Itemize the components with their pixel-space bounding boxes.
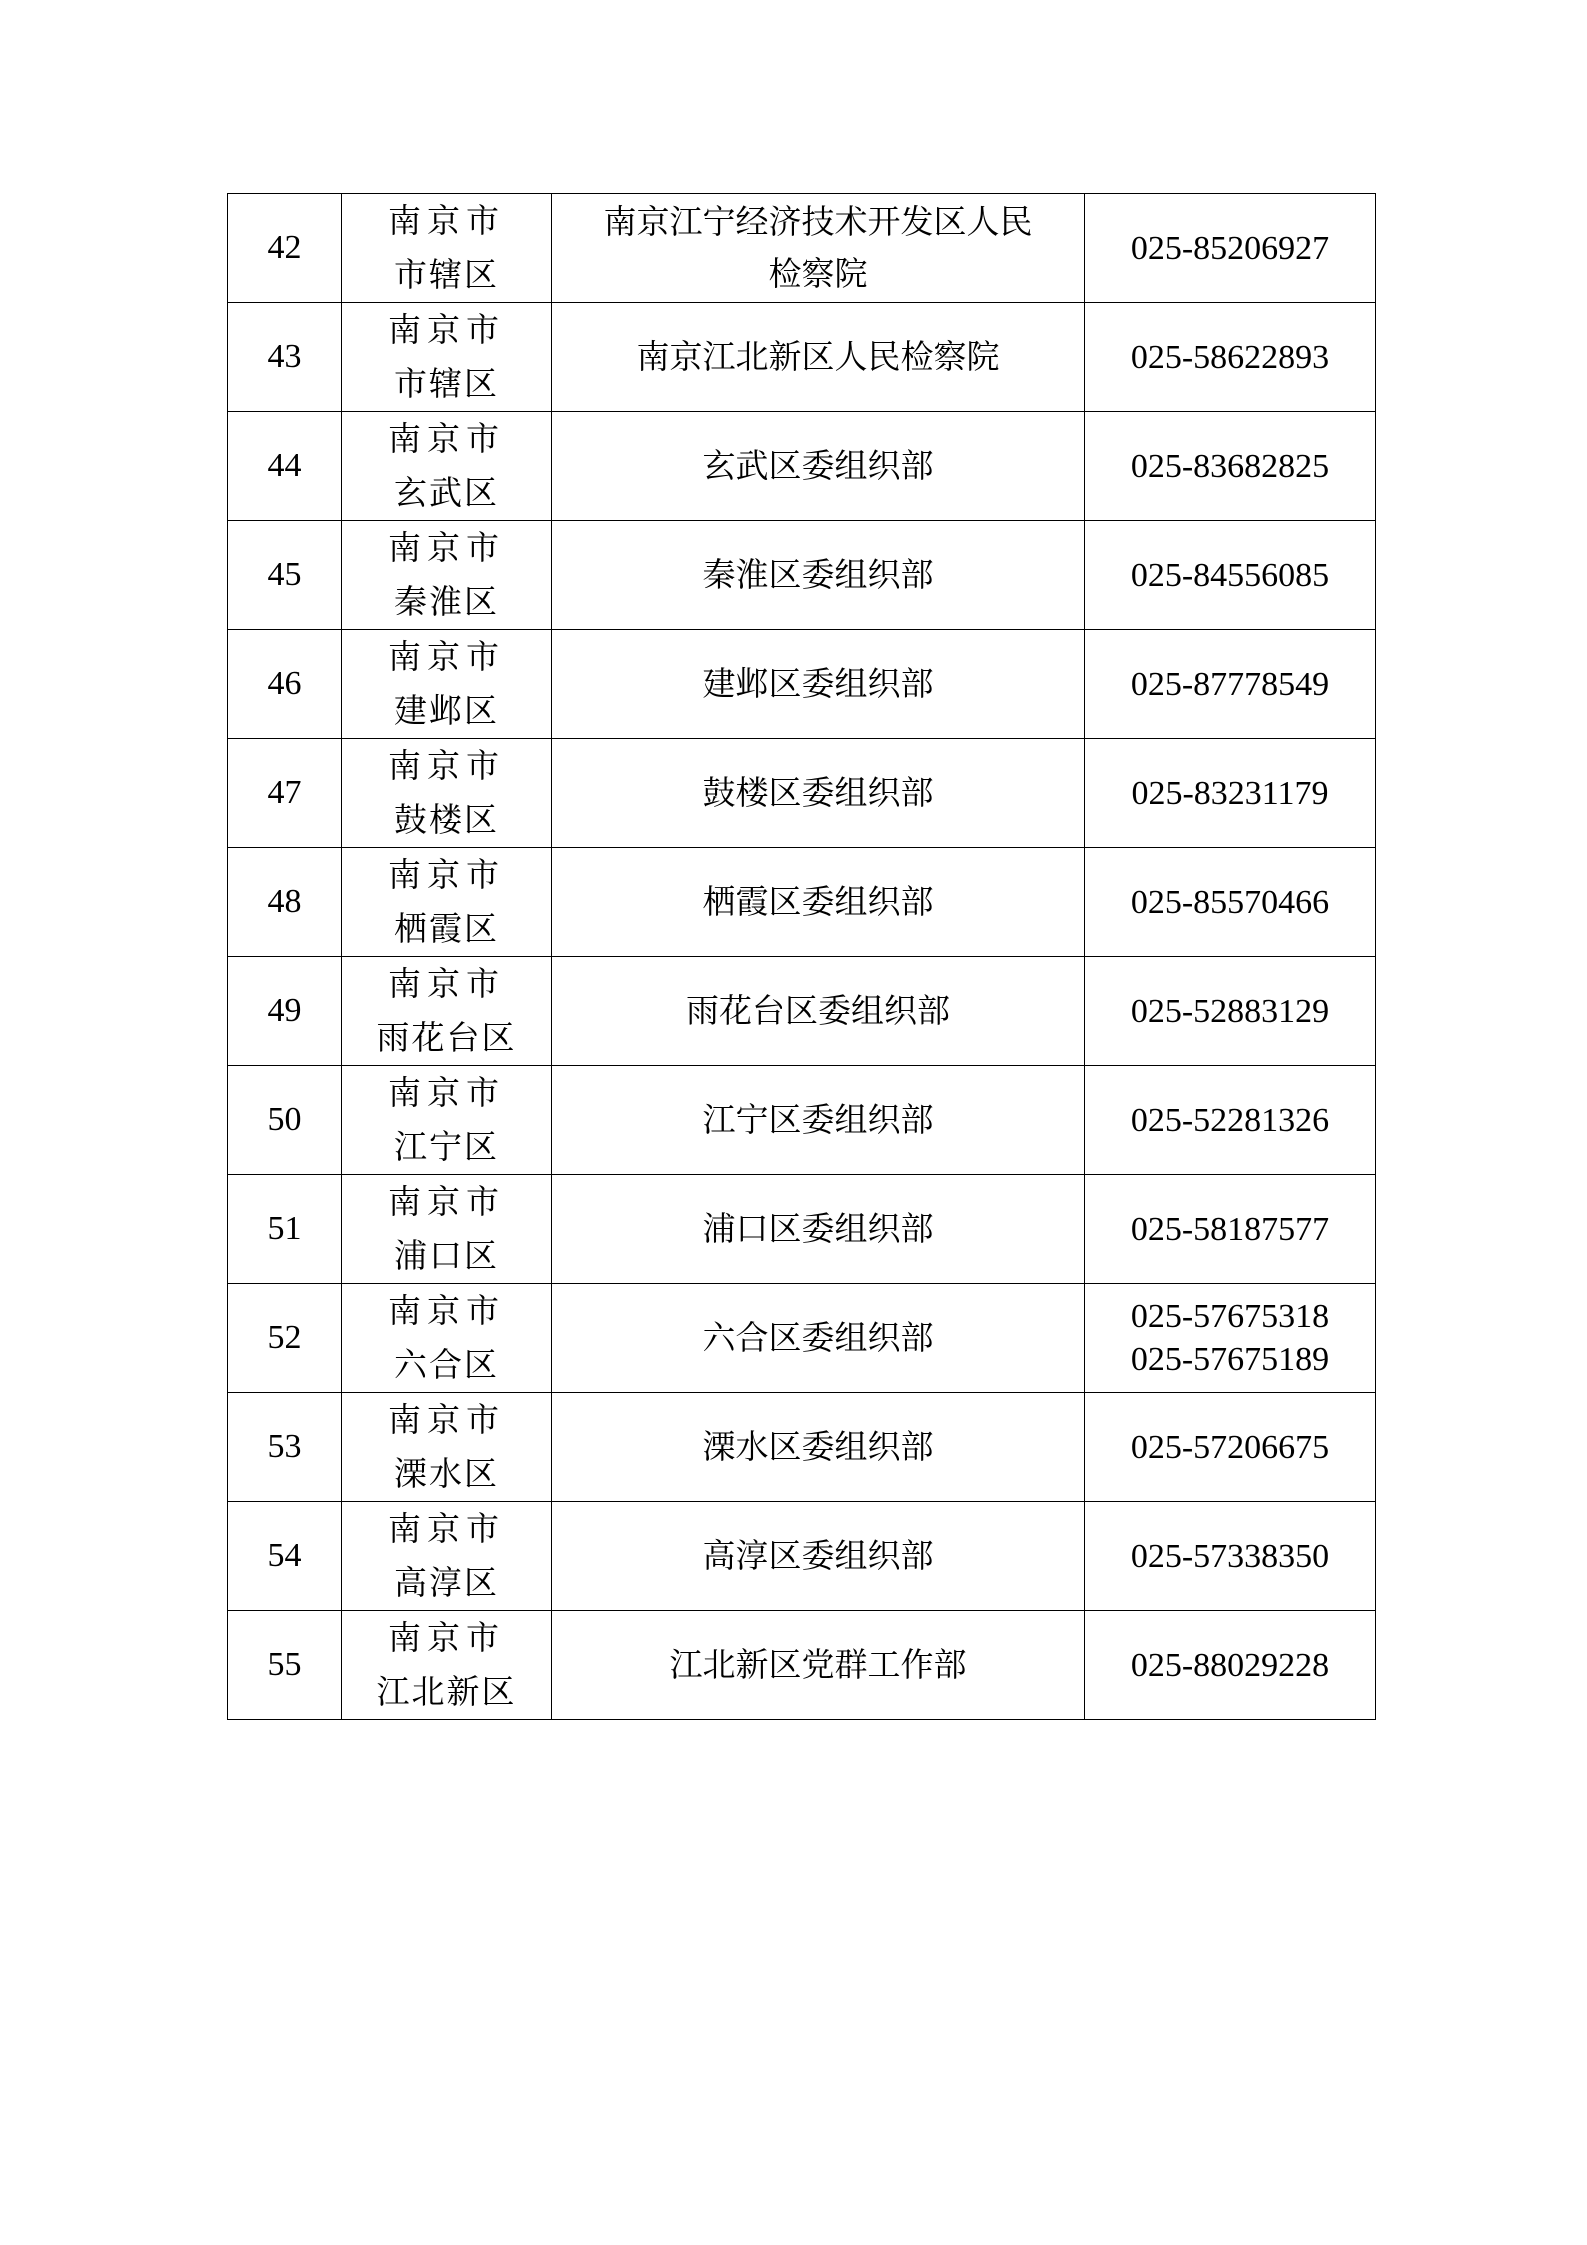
row-number: 46 [228,630,342,739]
organization-cell [552,412,1085,521]
organization-name-line: 浦口区委组织部 [702,1209,934,1248]
phone-cell [1085,1502,1376,1611]
area-city: 南京市 [388,1182,505,1221]
area-cell [342,412,552,521]
organization-name-line: 玄武区委组织部 [702,446,934,485]
phone-cell [1085,1066,1376,1175]
phone-number: 025-87778549 [1130,665,1330,703]
phone-cell [1085,957,1376,1066]
phone-number: 025-57675189 [1130,1341,1330,1378]
area-district: 溧水区 [394,1454,499,1493]
table-row [228,303,1376,412]
row-number: 43 [228,303,342,412]
organization-cell [552,1502,1085,1611]
area-cell [342,1066,552,1175]
phone-number: 025-85206927 [1130,229,1330,267]
phone-cell [1085,303,1376,412]
phone-cell [1085,630,1376,739]
phone-number: 025-83231179 [1131,774,1329,812]
table-row [228,1175,1376,1284]
area-city: 南京市 [388,528,505,567]
phone-number: 025-57338350 [1130,1537,1330,1575]
area-cell [342,957,552,1066]
area-city: 南京市 [388,1291,505,1330]
area-district: 六合区 [394,1345,499,1384]
row-number: 52 [228,1284,342,1393]
row-number: 45 [228,521,342,630]
table-row [228,739,1376,848]
area-cell [342,1611,552,1720]
area-cell [342,1502,552,1611]
phone-number: 025-57206675 [1130,1428,1330,1466]
table-row [228,1611,1376,1720]
area-district: 玄武区 [394,473,499,512]
organization-cell [552,1284,1085,1393]
phone-cell [1085,1175,1376,1284]
table-row [228,412,1376,521]
area-city: 南京市 [388,964,505,1003]
organization-name-line: 建邺区委组织部 [702,664,934,703]
table-row [228,1393,1376,1502]
phone-cell [1085,848,1376,957]
area-cell [342,303,552,412]
phone-cell [1085,1393,1376,1502]
organization-cell [552,848,1085,957]
area-district: 雨花台区 [376,1018,517,1057]
row-number: 53 [228,1393,342,1502]
area-cell [342,630,552,739]
table-row [228,194,1376,303]
phone-number: 025-57675318 [1130,1298,1330,1335]
area-city: 南京市 [388,310,505,349]
area-cell [342,848,552,957]
phone-cell [1085,1611,1376,1720]
row-number: 44 [228,412,342,521]
row-number: 47 [228,739,342,848]
table-row [228,1284,1376,1393]
area-district: 高淳区 [394,1563,499,1602]
organization-cell [552,1066,1085,1175]
area-district: 市辖区 [394,255,499,294]
area-city: 南京市 [388,855,505,894]
organization-name-line: 六合区委组织部 [702,1318,934,1357]
area-city: 南京市 [388,746,505,785]
organization-cell [552,957,1085,1066]
table-row [228,1066,1376,1175]
area-cell [342,521,552,630]
organization-name-line: 高淳区委组织部 [702,1536,934,1575]
phone-number: 025-58622893 [1130,338,1330,376]
organization-name-line: 鼓楼区委组织部 [702,773,934,812]
phone-cell [1085,739,1376,848]
area-district: 秦淮区 [394,582,499,621]
organization-cell [552,630,1085,739]
phone-number: 025-88029228 [1130,1646,1330,1684]
row-number: 54 [228,1502,342,1611]
table-row [228,848,1376,957]
area-city: 南京市 [388,1073,505,1112]
row-number: 55 [228,1611,342,1720]
area-district: 江宁区 [394,1127,499,1166]
phone-number: 025-85570466 [1130,883,1330,921]
phone-number: 025-52883129 [1130,992,1330,1030]
organization-name-line: 检察院 [768,254,868,293]
phone-cell [1085,412,1376,521]
area-city: 南京市 [388,637,505,676]
area-cell [342,1175,552,1284]
area-district: 栖霞区 [394,909,499,948]
organization-name-line: 秦淮区委组织部 [702,555,934,594]
table-row [228,1502,1376,1611]
organization-cell [552,521,1085,630]
table-row [228,957,1376,1066]
organization-name-line: 南京江宁经济技术开发区人民 [603,202,1033,241]
organization-name-line: 江宁区委组织部 [702,1100,934,1139]
phone-number: 025-84556085 [1130,556,1330,594]
area-district: 建邺区 [394,691,499,730]
row-number: 42 [228,194,342,303]
area-city: 南京市 [388,419,505,458]
area-cell [342,194,552,303]
organization-name-line: 江北新区党群工作部 [669,1645,967,1684]
row-number: 48 [228,848,342,957]
organization-name-line: 溧水区委组织部 [702,1427,934,1466]
area-district: 鼓楼区 [394,800,499,839]
row-number: 51 [228,1175,342,1284]
area-cell [342,739,552,848]
row-number: 50 [228,1066,342,1175]
area-district: 江北新区 [376,1672,517,1711]
organization-cell [552,739,1085,848]
area-district: 浦口区 [394,1236,499,1275]
area-city: 南京市 [388,1400,505,1439]
phone-number: 025-52281326 [1130,1101,1330,1139]
phone-number: 025-58187577 [1130,1210,1330,1248]
area-city: 南京市 [388,201,505,240]
phone-number: 025-83682825 [1130,447,1330,485]
organization-cell [552,303,1085,412]
organization-name-line: 雨花台区委组织部 [686,991,950,1030]
area-cell [342,1284,552,1393]
phone-cell [1085,521,1376,630]
table-row [228,521,1376,630]
organization-cell [552,1611,1085,1720]
area-city: 南京市 [388,1618,505,1657]
contact-table-body [228,194,1376,1720]
phone-cell [1085,194,1376,303]
table-row [228,630,1376,739]
organization-name-line: 南京江北新区人民检察院 [636,337,1000,376]
area-city: 南京市 [388,1509,505,1548]
area-district: 市辖区 [394,364,499,403]
organization-name-line: 栖霞区委组织部 [702,882,934,921]
organization-cell [552,194,1085,303]
phone-cell [1085,1284,1376,1393]
area-cell [342,1393,552,1502]
organization-cell [552,1175,1085,1284]
organization-cell [552,1393,1085,1502]
row-number: 49 [228,957,342,1066]
contact-table [227,193,1376,1720]
